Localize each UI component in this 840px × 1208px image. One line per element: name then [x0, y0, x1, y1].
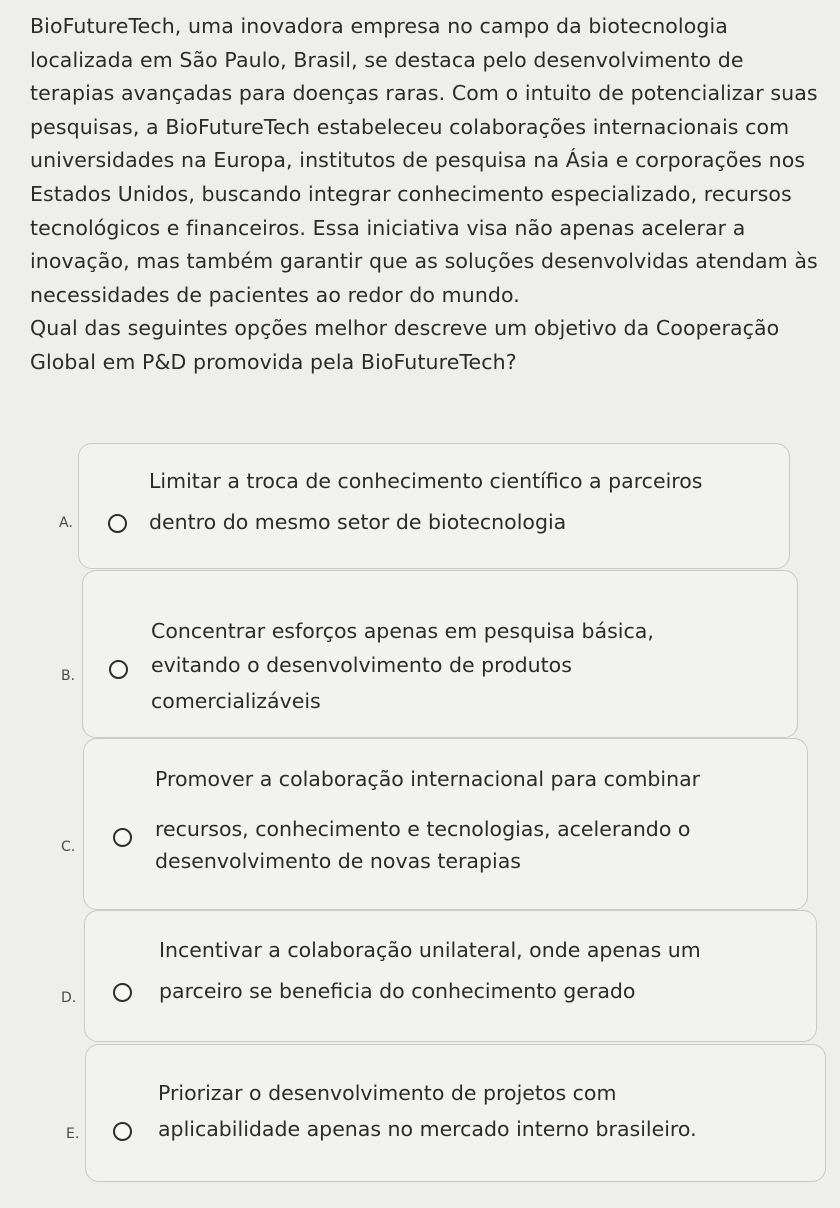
question-passage-block — [30, 10, 820, 380]
option-c-line-2: recursos, conhecimento e tecnologias, acelerando o — [155, 817, 691, 841]
option-e-card[interactable] — [66, 1044, 826, 1182]
option-c-card[interactable] — [61, 738, 808, 910]
option-d-letter: D. — [61, 990, 77, 1006]
option-e-line-1: Priorizar o desenvolvimento de projetos com — [158, 1081, 617, 1105]
option-a-radio[interactable] — [108, 514, 127, 533]
option-c-line-1: Promover a colaboração internacional para combinar — [155, 767, 701, 791]
option-d-line-1: Incentivar a colaboração unilateral, onde apenas um — [159, 938, 701, 962]
question-prompt: Qual das seguintes opções melhor descreve um objetivo da Cooperação Global em P&D promovida pela BioFutureTech? — [30, 316, 780, 374]
option-c-radio[interactable] — [113, 828, 132, 847]
question-passage: BioFutureTech, uma inovadora empresa no campo da biotecnologia localizada em São Paulo, Brasil, se destaca pelo desenvolvimento de terapias avançadas para doenças raras. Com o intuito de potencializar suas pesquisas, a BioFutureTech estabeleceu colaborações internacionais com universidades na Europa, institutos de pesquisa na Ásia e corporações nos Estados Unidos, buscando integrar conhecimento especializado, recursos tecnológicos e financeiros. Essa iniciativa visa não apenas acelerar a inovação, mas também garantir que as soluções desenvolvidas atendam às necessidades de pacientes ao redor do mundo. — [30, 14, 818, 307]
option-a-line-2: dentro do mesmo setor de biotecnologia — [149, 510, 567, 534]
option-c-line-3: desenvolvimento de novas terapias — [155, 849, 521, 873]
option-b-line-2: evitando o desenvolvimento de produtos — [151, 653, 572, 677]
option-d-card[interactable] — [61, 910, 817, 1042]
option-a-line-1: Limitar a troca de conhecimento científico a parceiros — [149, 469, 703, 493]
option-c-letter: C. — [61, 839, 76, 855]
option-b-line-3: comercializáveis — [151, 689, 321, 713]
option-a-card[interactable] — [59, 443, 790, 569]
option-e-line-2: aplicabilidade apenas no mercado interno brasileiro. — [158, 1117, 697, 1141]
option-b-letter: B. — [61, 668, 76, 684]
option-d-radio[interactable] — [113, 983, 132, 1002]
option-b-card[interactable] — [61, 570, 798, 738]
option-b-radio[interactable] — [109, 660, 128, 679]
option-e-letter: E. — [66, 1126, 80, 1142]
option-e-radio[interactable] — [113, 1122, 132, 1141]
option-d-line-2: parceiro se beneficia do conhecimento gerado — [159, 979, 636, 1003]
option-a-letter: A. — [59, 515, 73, 531]
option-b-line-1: Concentrar esforços apenas em pesquisa básica, — [151, 619, 654, 643]
